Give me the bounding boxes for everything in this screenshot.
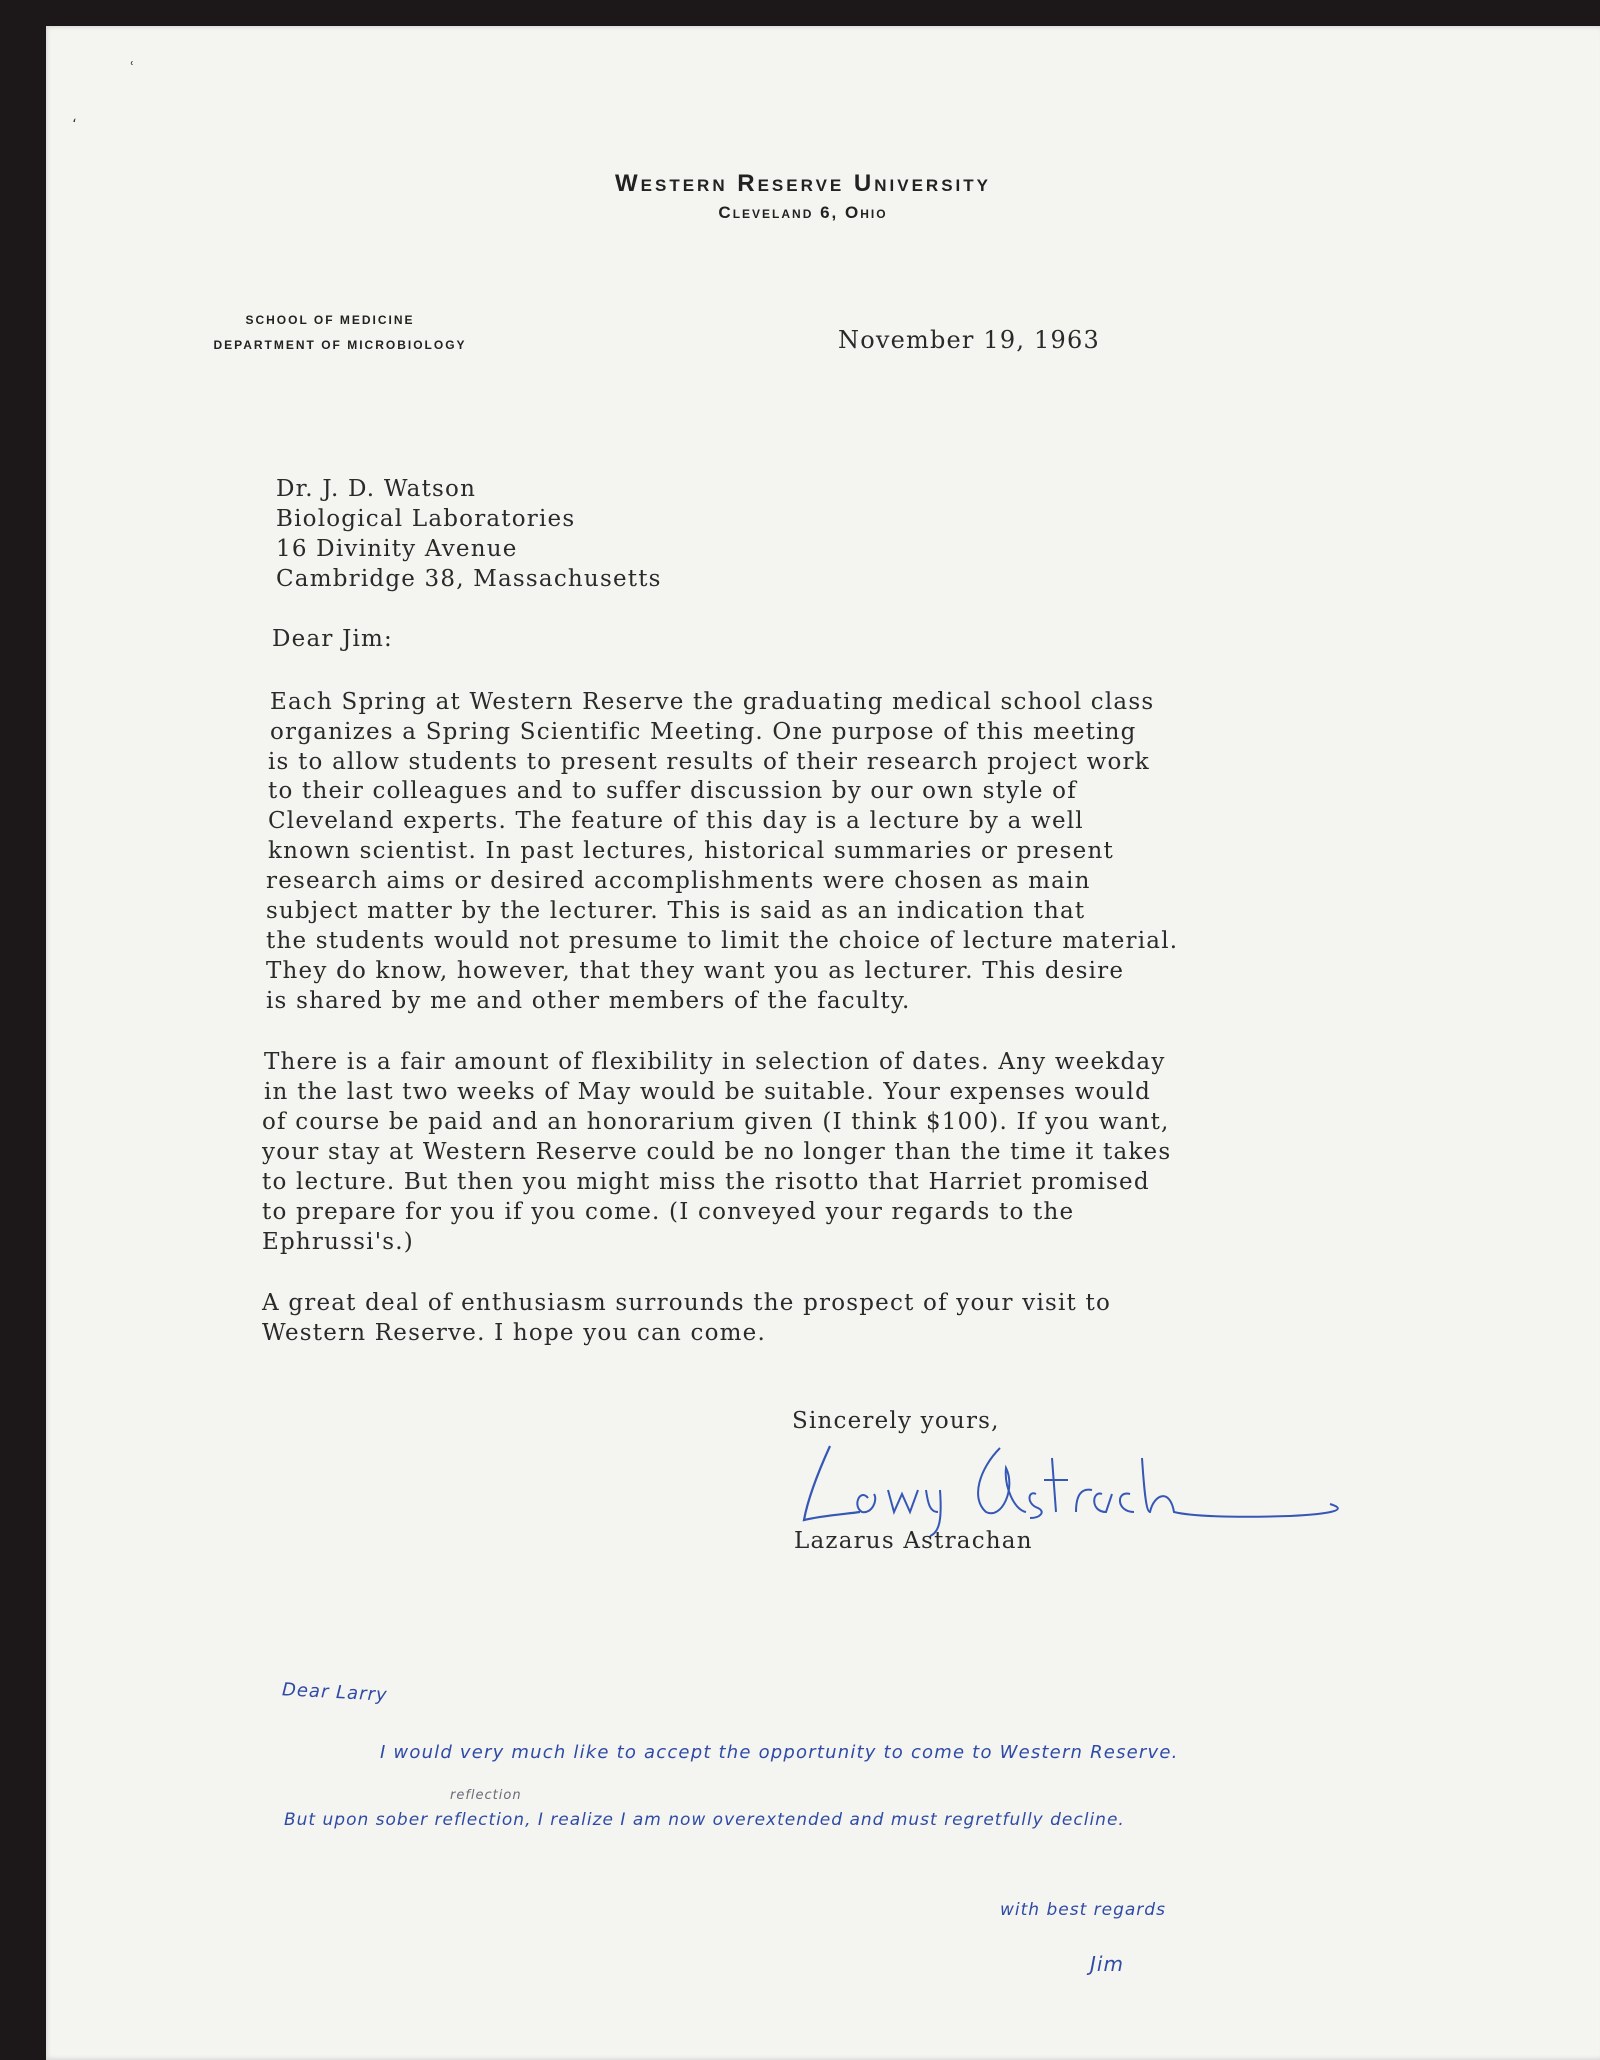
reply-line: I would very much like to accept the opportunity to come to Western Reserve.	[380, 1742, 1179, 1763]
body-line: There is a fair amount of flexibility in selection of dates. Any weekday	[264, 1049, 1166, 1075]
reply-greeting: Dear Larry	[281, 1679, 389, 1706]
reply-line: But upon sober reflection, I realize I am now overextended and must regretfully decline.	[284, 1810, 1125, 1830]
handwritten-signature	[790, 1428, 1350, 1538]
salutation: Dear Jim:	[272, 626, 394, 652]
paper-mark: ʿ	[130, 60, 135, 76]
body-line: is shared by me and other members of the faculty.	[266, 988, 911, 1014]
letterhead-city: Cleveland 6, Ohio	[718, 203, 888, 222]
body-line: Ephrussi's.)	[262, 1229, 414, 1255]
recipient-line: Cambridge 38, Massachusetts	[276, 566, 662, 592]
closing: Sincerely yours,	[792, 1408, 1000, 1434]
recipient-line: Dr. J. D. Watson	[276, 476, 477, 502]
body-line: your stay at Western Reserve could be no longer than the time it takes	[262, 1139, 1172, 1165]
body-line: They do know, however, that they want you as lecturer. This desire	[266, 958, 1125, 984]
body-line: research aims or desired accomplishments were chosen as main	[266, 868, 1091, 894]
body-line: of course be paid and an honorarium given (I think $100). If you want,	[262, 1109, 1170, 1135]
body-line: A great deal of enthusiasm surrounds the prospect of your visit to	[262, 1290, 1112, 1316]
body-line: in the last two weeks of May would be suitable. Your expenses would	[264, 1079, 1152, 1105]
body-line: to prepare for you if you come. (I conveyed your regards to the	[262, 1199, 1075, 1225]
body-line: to lecture. But then you might miss the risotto that Harriet promised	[262, 1169, 1150, 1195]
reply-sign: Jim	[1090, 1952, 1124, 1976]
body-line: subject matter by the lecturer. This is said as an indication that	[266, 898, 1086, 924]
letterhead-university: Western Reserve University	[614, 170, 991, 197]
body-line: is to allow students to present results of their research project work	[268, 749, 1150, 775]
signatory-name: Lazarus Astrachan	[794, 1528, 1033, 1554]
body-line: Western Reserve. I hope you can come.	[262, 1320, 766, 1346]
letterhead-department: DEPARTMENT OF MICROBIOLOGY	[213, 338, 467, 352]
body-line: Cleveland experts. The feature of this day is a lecture by a well	[268, 808, 1084, 834]
letterhead-school: SCHOOL OF MEDICINE	[245, 313, 415, 327]
reply-regards: with best regards	[1000, 1900, 1166, 1920]
recipient-line: Biological Laboratories	[276, 506, 576, 532]
body-line: known scientist. In past lectures, historical summaries or present	[268, 838, 1114, 864]
body-line: the students would not presume to limit the choice of lecture material.	[266, 928, 1179, 954]
body-line: organizes a Spring Scientific Meeting. One purpose of this meeting	[270, 719, 1137, 745]
paper-mark: ،	[72, 110, 77, 126]
body-line: Each Spring at Western Reserve the graduating medical school class	[270, 689, 1155, 715]
letter-date: November 19, 1963	[838, 326, 1100, 354]
reply-insertion: reflection	[450, 1788, 522, 1803]
recipient-line: 16 Divinity Avenue	[276, 536, 518, 562]
body-line: to their colleagues and to suffer discussion by our own style of	[268, 778, 1077, 804]
